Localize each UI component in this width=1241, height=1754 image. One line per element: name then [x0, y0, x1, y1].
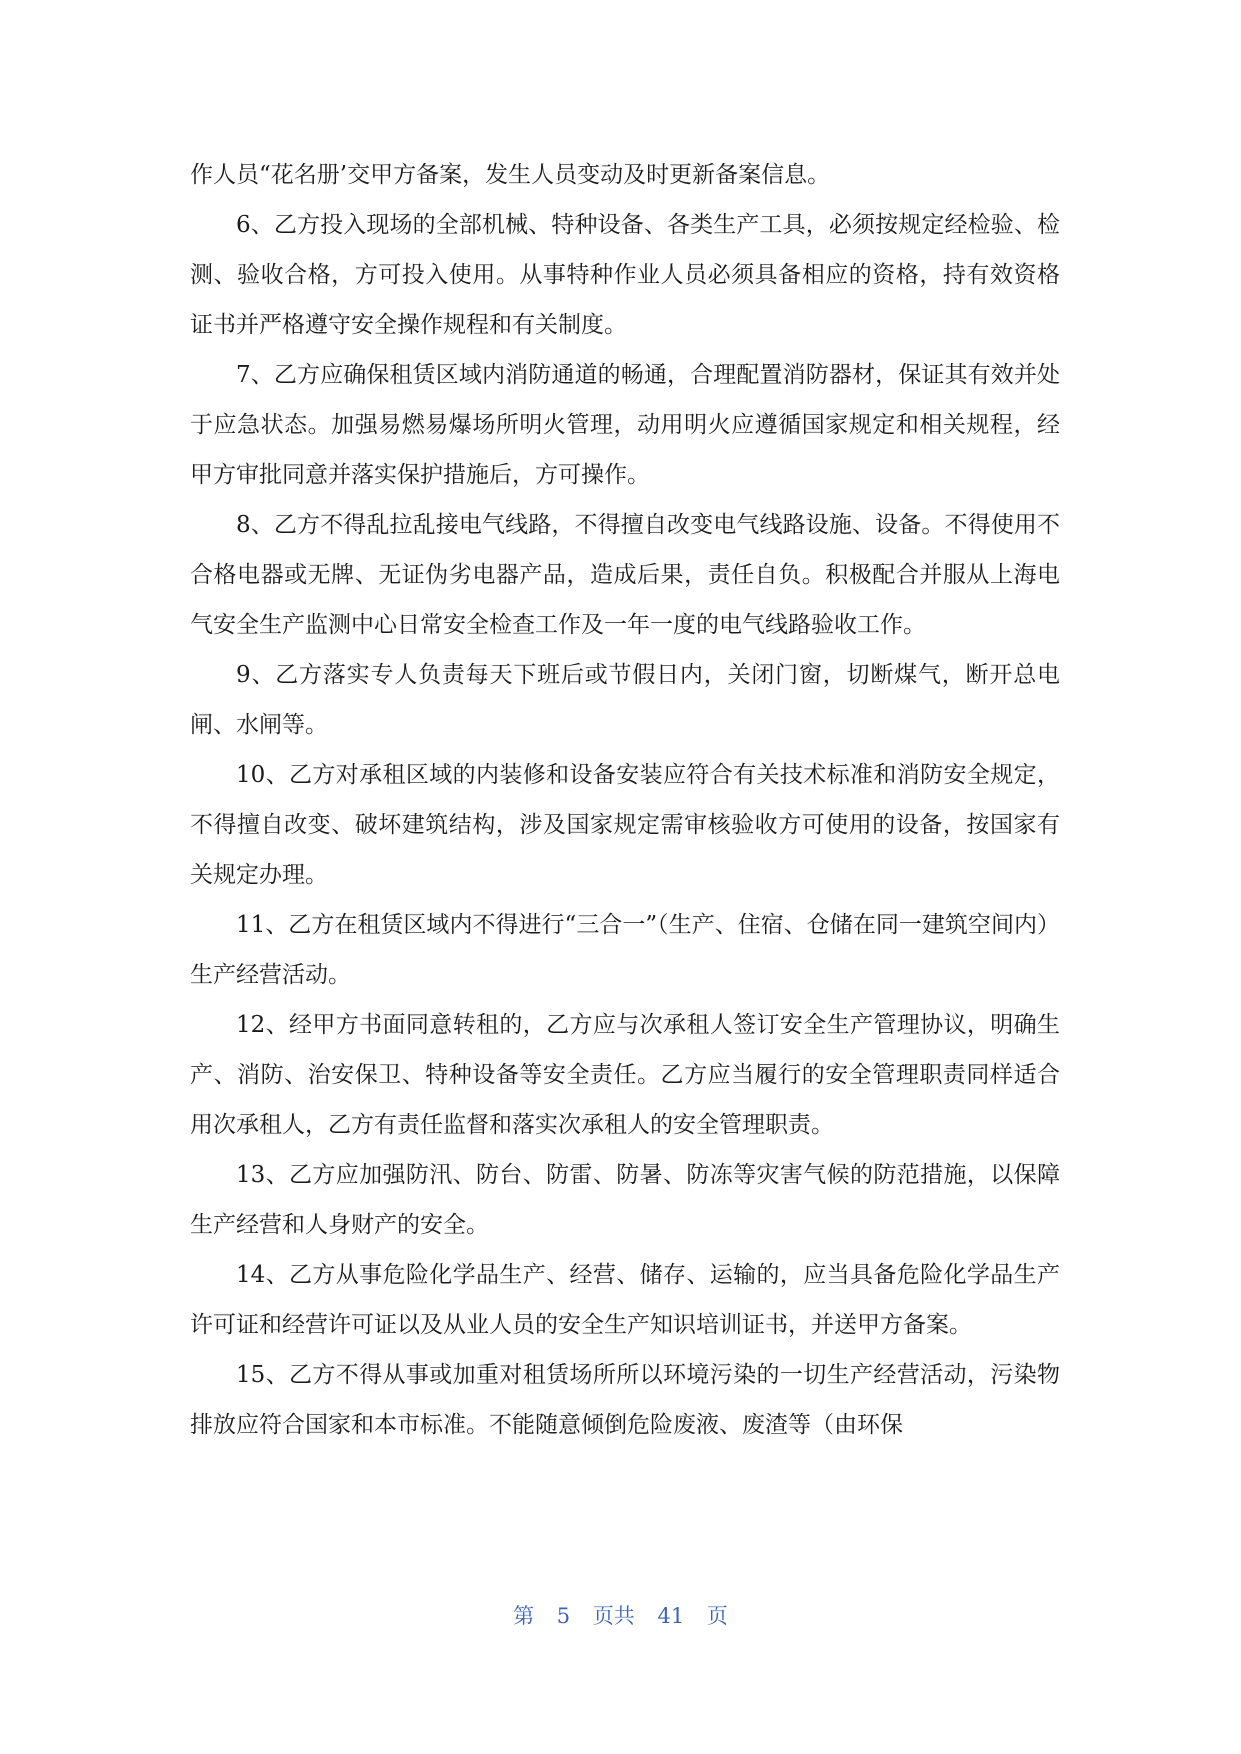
paragraph: 13、乙方应加强防汛、防台、防雷、防暑、防冻等灾害气候的防范措施，以保障生产经营和人身财产的安全。 — [190, 1162, 1060, 1238]
page-number: 5 — [556, 1604, 571, 1628]
page-footer — [0, 1600, 1241, 1630]
paragraph: 11、乙方在租赁区域内不得进行“三合一”（生产、住宿、仓储在同一建筑空间内）生产经营活动。 — [190, 912, 1060, 988]
paragraph: 14、乙方从事危险化学品生产、经营、储存、运输的，应当具备危险化学品生产许可证和经营许可证以及从业人员的安全生产知识培训证书，并送甲方备案。 — [190, 1262, 1060, 1338]
paragraph: 12、经甲方书面同意转租的，乙方应与次承租人签订安全生产管理协议，明确生产、消防、治安保卫、特种设备等安全责任。乙方应当履行的安全管理职责同样适合用次承租人，乙方有责任监督和落实次承租人的安全管理职责。 — [190, 1012, 1060, 1138]
paragraph: 6、乙方投入现场的全部机械、特种设备、各类生产工具，必须按规定经检验、检测、验收合格，方可投入使用。从事特种作业人员必须具备相应的资格，持有效资格证书并严格遵守安全操作规程和有关制度。 — [190, 212, 1060, 338]
paragraph: 7、乙方应确保租赁区域内消防通道的畅通，合理配置消防器材，保证其有效并处于应急状态。加强易燃易爆场所明火管理，动用明火应遵循国家规定和相关规程，经甲方审批同意并落实保护措施后，方可操作。 — [190, 362, 1060, 488]
paragraph: 15、乙方不得从事或加重对租赁场所所以环境污染的一切生产经营活动，污染物排放应符合国家和本市标准。不能随意倾倒危险废液、废渣等（由环保 — [190, 1362, 1060, 1438]
total-pages: 41 — [657, 1604, 685, 1628]
page-label-suffix: 页 — [706, 1604, 728, 1628]
paragraph: 10、乙方对承租区域的内装修和设备安装应符合有关技术标准和消防安全规定，不得擅自改变、破坏建筑结构，涉及国家规定需审核验收方可使用的设备，按国家有关规定办理。 — [190, 762, 1060, 888]
document-body — [190, 150, 1060, 1450]
paragraph: 9、乙方落实专人负责每天下班后或节假日内，关闭门窗，切断煤气，断开总电闸、水闸等。 — [190, 662, 1060, 738]
page-label-prefix: 第 — [513, 1604, 535, 1628]
paragraph: 8、乙方不得乱拉乱接电气线路，不得擅自改变电气线路设施、设备。不得使用不合格电器或无牌、无证伪劣电器产品，造成后果，责任自负。积极配合并服从上海电气安全生产监测中心日常安全检查工作及一年一度的电气线路验收工作。 — [190, 512, 1060, 638]
page-label-middle: 页共 — [592, 1604, 635, 1628]
paragraph: 作人员“花名册’交甲方备案，发生人员变动及时更新备案信息。 — [190, 162, 831, 188]
